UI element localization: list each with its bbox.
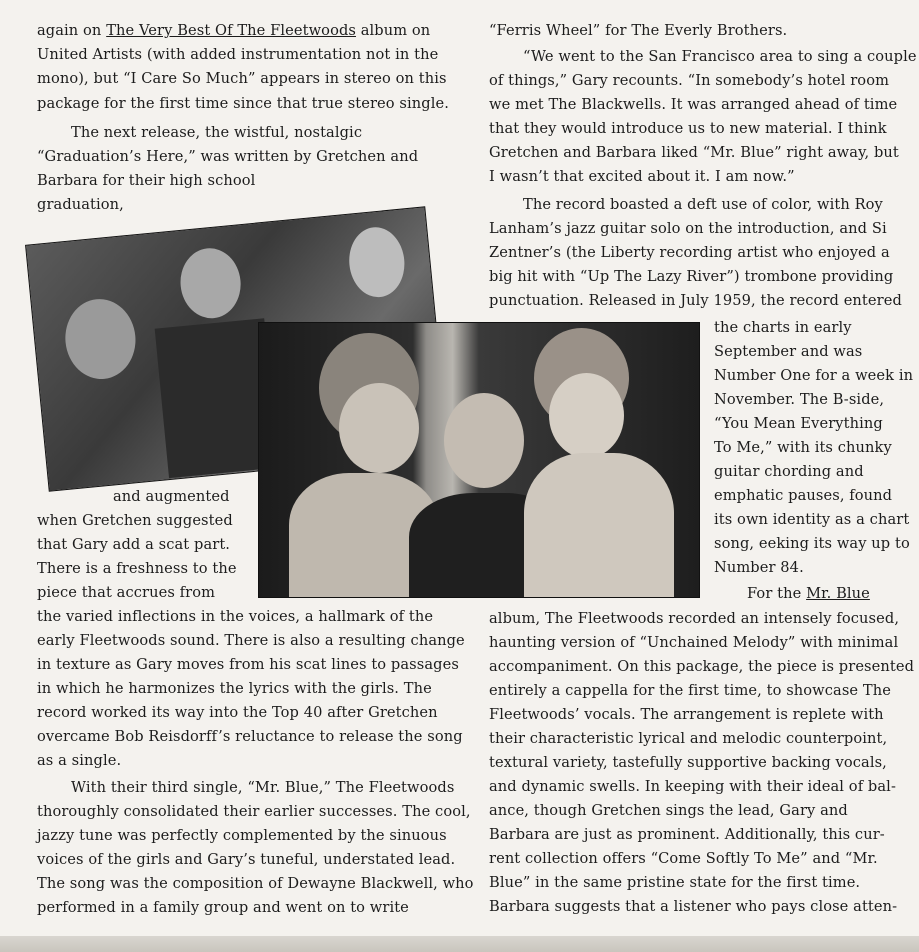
- right-text-line: Blue” in the same pristine state for the first time.: [489, 874, 861, 891]
- right-text-line: their characteristic lyrical and melodic counterpoint,: [489, 730, 888, 747]
- right-text-line: ance, though Gretchen sings the lead, Gary and: [489, 802, 848, 819]
- right-text-line: its own identity as a chart: [714, 511, 910, 528]
- right-text-line: “Ferris Wheel” for The Everly Brothers.: [489, 22, 788, 39]
- left-text-line: in which he harmonizes the lyrics with the girls. The: [37, 680, 432, 697]
- right-text-line: haunting version of “Unchained Melody” with minimal: [489, 634, 899, 651]
- left-text-line: piece that accrues from: [37, 584, 216, 601]
- right-text-line: Number One for a week in: [714, 367, 914, 384]
- album-title-mr-blue: Mr. Blue: [806, 585, 870, 602]
- left-text-line: and augmented: [113, 488, 230, 505]
- right-text-line: For the Mr. Blue: [747, 585, 870, 602]
- album-title-link-text: The Very Best Of The Fleetwoods: [106, 22, 356, 39]
- left-text-line: United Artists (with added instrumentation not in the: [37, 46, 439, 63]
- right-text-line: and dynamic swells. In keeping with their ideal of bal-: [489, 778, 896, 795]
- right-text-line: accompaniment. On this package, the piece is presented: [489, 658, 915, 675]
- left-text-line: There is a freshness to the: [37, 560, 237, 577]
- right-text-line: Zentner’s (the Liberty recording artist who enjoyed a: [489, 244, 890, 261]
- right-text-line: song, eeking its way up to: [714, 535, 910, 552]
- left-text-line: performed in a family group and went on to write: [37, 899, 409, 916]
- right-text-line: we met The Blackwells. It was arranged ahead of time: [489, 96, 898, 113]
- right-text-line: Lanham’s jazz guitar solo on the introduction, and Si: [489, 220, 887, 237]
- right-text-line: September and was: [714, 343, 863, 360]
- left-text-line: in texture as Gary moves from his scat lines to passages: [37, 656, 459, 673]
- right-text-line: “You Mean Everything: [714, 415, 883, 432]
- left-text-line: The next release, the wistful, nostalgic: [71, 124, 363, 141]
- right-text-line: Barbara suggests that a listener who pays close atten-: [489, 898, 898, 915]
- right-text-line: big hit with “Up The Lazy River”) trombone providing: [489, 268, 894, 285]
- right-text-line: Number 84.: [714, 559, 804, 576]
- right-text-line: punctuation. Released in July 1959, the record entered: [489, 292, 902, 309]
- left-text-line: package for the first time since that true stereo single.: [37, 95, 449, 112]
- right-text-line: I wasn’t that excited about it. I am now.”: [489, 168, 795, 185]
- right-text-line: To Me,” with its chunky: [714, 439, 892, 456]
- right-text-line: “We went to the San Francisco area to sing a couple: [523, 48, 917, 65]
- right-text-line: textural variety, tastefully supportive backing vocals,: [489, 754, 887, 771]
- left-text-line: the varied inflections in the voices, a hallmark of the: [37, 608, 434, 625]
- right-text-line: guitar chording and: [714, 463, 864, 480]
- right-text-line: November. The B-side,: [714, 391, 885, 408]
- left-text-line: as a single.: [37, 752, 122, 769]
- right-text-line: Barbara are just as prominent. Additionally, this cur-: [489, 826, 885, 843]
- left-text-line: With their third single, “Mr. Blue,” The Fleetwoods: [71, 779, 455, 796]
- right-text-line: emphatic pauses, found: [714, 487, 893, 504]
- left-text-line: mono), but “I Care So Much” appears in stereo on this: [37, 70, 447, 87]
- right-text-line: album, The Fleetwoods recorded an intensely focused,: [489, 610, 900, 627]
- left-text-line: again on The Very Best Of The Fleetwoods album on: [37, 22, 431, 39]
- right-text-line: the charts in early: [714, 319, 852, 336]
- left-text-line: graduation,: [37, 196, 124, 213]
- right-text-line: entirely a cappella for the first time, to showcase The: [489, 682, 891, 699]
- left-text-line: overcame Bob Reisdorff’s reluctance to release the song: [37, 728, 463, 745]
- left-text-line: when Gretchen suggested: [37, 512, 233, 529]
- left-text-line: record worked its way into the Top 40 after Gretchen: [37, 704, 438, 721]
- left-text-line: jazzy tune was perfectly complemented by the sinuous: [37, 827, 447, 844]
- page-bottom-edge: [0, 936, 919, 952]
- right-text-line: Fleetwoods’ vocals. The arrangement is replete with: [489, 706, 884, 723]
- photo-fleetwoods-trio: [258, 322, 700, 598]
- left-text-line: thoroughly consolidated their earlier successes. The cool,: [37, 803, 471, 820]
- right-text-line: Gretchen and Barbara liked “Mr. Blue” right away, but: [489, 144, 899, 161]
- left-text-line: voices of the girls and Gary’s tuneful, understated lead.: [37, 851, 456, 868]
- right-text-line: The record boasted a deft use of color, with Roy: [523, 196, 883, 213]
- left-text-line: early Fleetwoods sound. There is also a resulting change: [37, 632, 465, 649]
- left-text-line: “Graduation’s Here,” was written by Gretchen and: [37, 148, 419, 165]
- right-text-line: rent collection offers “Come Softly To Me” and “Mr.: [489, 850, 878, 867]
- right-text-line: that they would introduce us to new material. I think: [489, 120, 887, 137]
- left-text-line: The song was the composition of Dewayne Blackwell, who: [37, 875, 474, 892]
- left-text-line: Barbara for their high school: [37, 172, 256, 189]
- left-text-line: that Gary add a scat part.: [37, 536, 231, 553]
- right-text-line: of things,” Gary recounts. “In somebody’s hotel room: [489, 72, 890, 89]
